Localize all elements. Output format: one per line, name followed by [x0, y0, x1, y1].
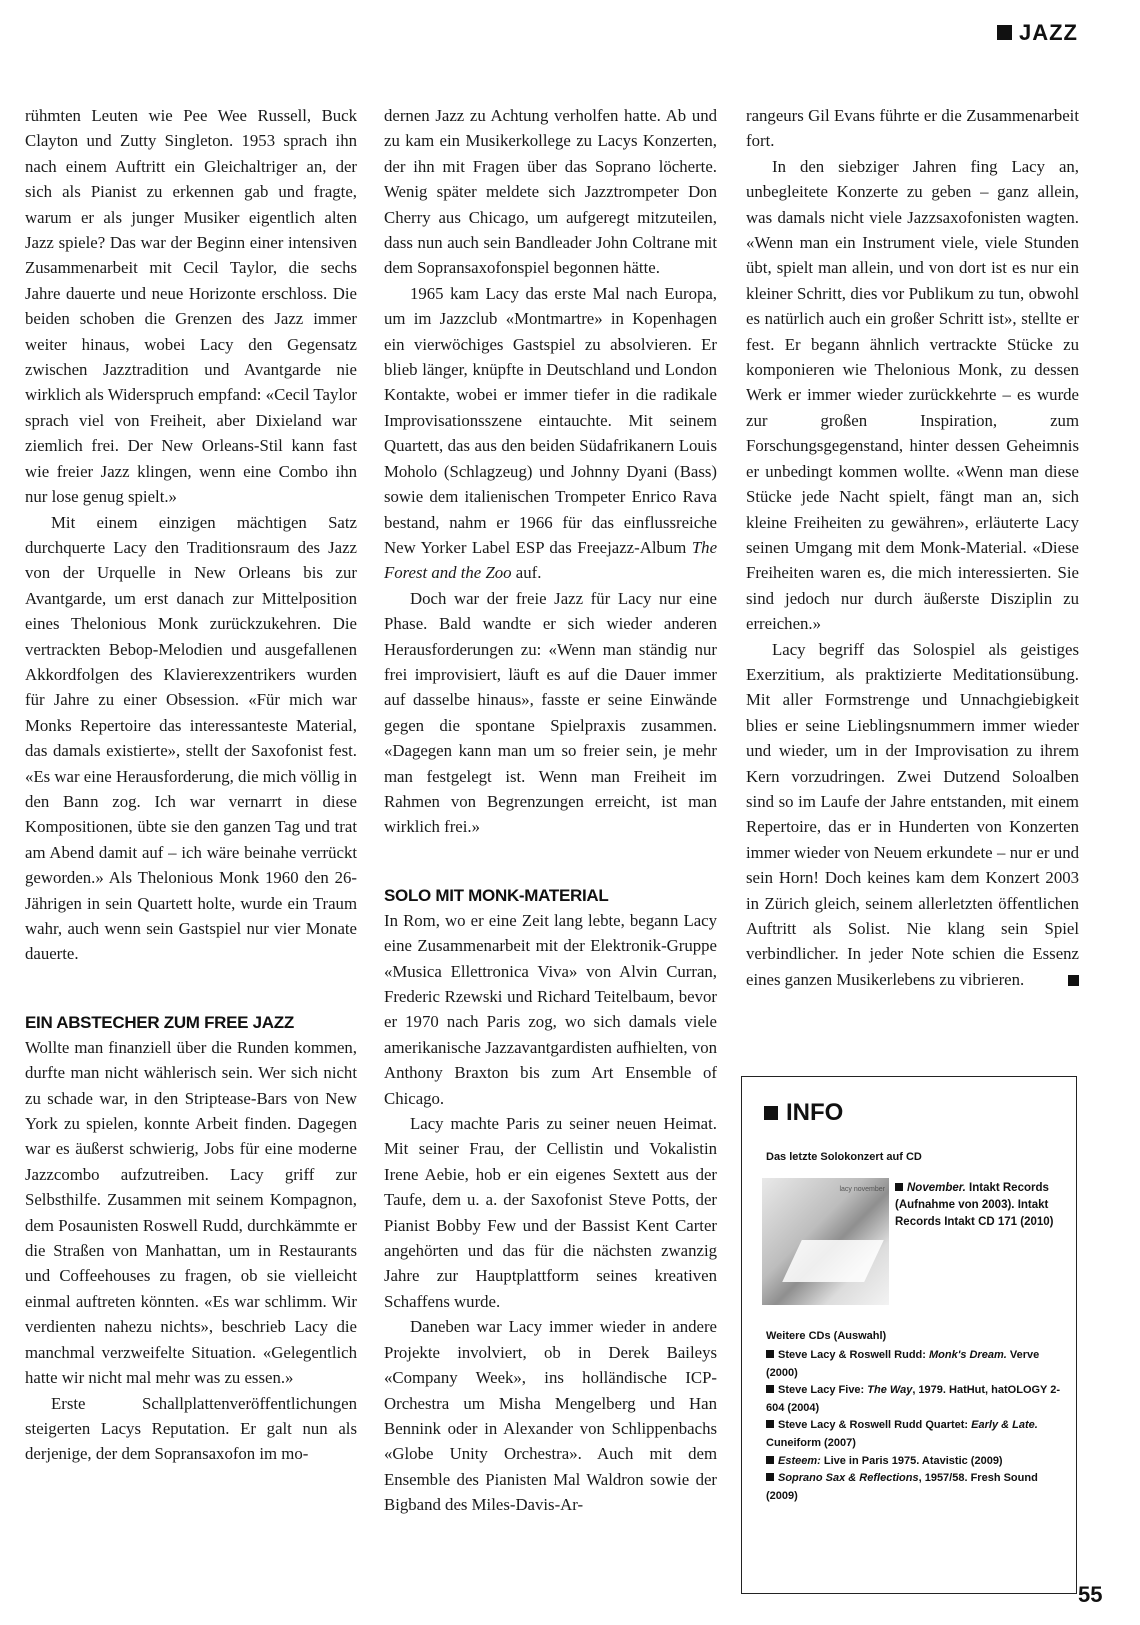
- article-column-2: [384, 103, 717, 1518]
- section-label: JAZZ: [1019, 20, 1078, 45]
- paragraph: rühmten Leuten wie Pee Wee Russell, Buck Clayton und Zutty Singleton. 1953 sprach ihn nach einem Auftritt ein Gleichaltriger an, der sich als Pianist zu erkennen gab und fragte, warum er als junger Musiker eigentlich alten Jazz spiele? Das war der Beginn einer intensiven Zusammenarbeit mit Cecil Taylor, die sechs Jahre dauerte und neue Horizonte erschloss. Die beiden schoben die Grenzen des Jazz immer weiter hinaus, wobei Lacy den Gegensatz zwischen Jazztradition und Avantgarde nie wirklich als Widerspruch empfand: «Cecil Taylor sprach viel von Freiheit, aber Dixieland war ziemlich frei. Der New Orleans-Stil kann fast wie freier Jazz klingen, wenn eine Combo ihn nur lose genug spielt.»: [25, 106, 357, 507]
- square-bullet-icon: [766, 1350, 774, 1358]
- page-number: 55: [1078, 1582, 1103, 1607]
- paragraph: Lacy machte Paris zu seiner neuen Heimat. Mit seiner Frau, der Cellistin und Vokalistin Irene Aebie, hob er ein eigenes Sextett aus der Taufe, dem u. a. der Saxofonist Steve Potts, der Pianist Bobby Few und der Bassist Kent Carter angehörten und das für die nächsten zwanzig Jahre zur Hauptplattform seines kreativen Schaffens wurde.: [384, 1114, 717, 1311]
- more-cds-title: Weitere CDs (Auswahl): [766, 1330, 887, 1342]
- paragraph: In den siebziger Jahren fing Lacy an, unbegleitete Konzerte zu geben – ganz allein, was damals nicht viele Jazzsaxofonisten wagten. «Wenn man ein Instrument viele, viele Stunden übt, spielt man allein, und von dort ist es nur ein kleiner Schritt, dies vor Publikum zu tun, obwohl es natürlich auch ein großer Schritt ist», stellte er fest. Er begann ähnlich vertrackte Stücke zu komponieren wie Thelonious Monk, zu dessen Werk er immer wieder zurückkehrte – es wurde zur großen Inspiration, zum Forschungsgegenstand, hinter dessen Geheimnis er unbedingt kommen wollte. «Wenn man diese Stücke jede Nacht spielt, fängt man an, sich kleine Freiheiten zu gewähren», erläuterte Lacy seinen Umgang mit dem Monk-Material. «Diese Freiheiten waren es, die mich interessierten. Sie sind jedoch nur durch äußerste Disziplin zu erreichen.»: [746, 156, 1079, 634]
- list-item: Steve Lacy & Roswell Rudd: Monk's Dream. Verve (2000): [766, 1349, 1040, 1379]
- paragraph: Erste Schallplattenveröffentlichungen steigerten Lacys Reputation. Er galt nun als derjenige, der dem Sopransaxofon im mo-: [25, 1393, 357, 1464]
- album-details: November. Intakt Records (Aufnahme von 2003). Intakt Records Intakt CD 171 (2010): [895, 1182, 1054, 1228]
- square-bullet-icon: [766, 1385, 774, 1393]
- paragraph: Wollte man finanziell über die Runden kommen, durfte man nicht wählerisch sein. Wer sich nicht zu schade war, in den Striptease-Bars von New York zu spielen, konnte Arbeit finden. Dagegen war es äußerst schwierig, Jobs für eine moderne Jazzcombo aufzutreiben. Lacy griff zur Selbsthilfe. Zusammen mit seinem Kompagnon, dem Posaunisten Roswell Rudd, durchkämmte er die Straßen von Manhattan, um in Restaurants und Coffeehouses zu fragen, ob sie vielleicht einmal auftreten könnten. «Es war schlimm. Wir verdienten nahezu nichts», beschrieb Lacy die manchmal verzweifelte Situation. «Gelegentlich hatte wir nicht mal mehr was zu essen.»: [25, 1037, 357, 1388]
- paragraph: In Rom, wo er eine Zeit lang lebte, begann Lacy eine Zusammenarbeit mit der Elektronik-Gruppe «Musica Ellettronica Viva» von Alvin Curran, Frederic Rzewski und Richard Teitelbaum, bevor er 1970 nach Paris zog, wo sich damals viele amerikanische Jazzavantgardisten aufhielten, von Anthony Braxton bis zum Art Ensemble of Chicago.: [384, 910, 717, 1108]
- cover-label: lacy november: [839, 1186, 885, 1193]
- info-box: [741, 1076, 1077, 1594]
- paragraph: Lacy begriff das Solospiel als geistiges Exerzitium, als praktizierte Meditationsübung. Mit aller Formstrenge und Unnachgiebigkeit blies er seine Lieblingsnummern immer wieder und wieder, um in der Improvisation zu ihrem Kern vorzudringen. Zwei Dutzend Soloalben sind so im Laufe der Jahre entstanden, mit einem Repertoire, das er in Hunderten von Konzerten immer wieder von Neuem erkundete – nur er und sein Horn! Doch keines kam dem Konzert 2003 in Zürich gleich, seinem allerletzten öffentlichen Auftritt als Solist. Nie klang sein Spiel verbindlicher. In jeder Note schien die Essenz eines ganzen Musikerlebens zu vibrieren.: [746, 639, 1079, 989]
- article-column-1: [25, 103, 357, 1467]
- more-cds-list: [766, 1347, 1066, 1505]
- square-bullet-icon: [997, 25, 1012, 40]
- list-item: Esteem: Live in Paris 1975. Atavistic (2009): [766, 1453, 1066, 1471]
- album-title: The Forest and the Zoo: [384, 537, 718, 583]
- paragraph: rangeurs Gil Evans führte er die Zusammenarbeit fort.: [746, 106, 1079, 151]
- paragraph: Daneben war Lacy immer wieder in andere Projekte involviert, ob in Derek Baileys «Company Week», ins holländische ICP-Orchestra um Misha Mengelberg und Han Bennink oder in Alexander von Schlippenbachs «Globe Unity Orchestra». Auch mit dem Ensemble des Pianisten Mal Waldron sowie der Bigband des Miles-Davis-Ar-: [384, 1317, 717, 1515]
- list-item: Steve Lacy & Roswell Rudd Quartet: Early & Late. Cuneiform (2007): [766, 1419, 1038, 1449]
- article-column-3: [746, 103, 1079, 992]
- info-subtitle: Das letzte Solokonzert auf CD: [766, 1151, 922, 1163]
- cover-graphic: [782, 1240, 884, 1282]
- square-bullet-icon: [766, 1473, 774, 1481]
- section-tag: [997, 20, 1078, 46]
- paragraph: Doch war der freie Jazz für Lacy nur eine Phase. Bald wandte er sich wieder anderen Herausforderungen zu: «Wenn man ständig nur frei improvisiert, läuft es auf die Dauer immer auf dasselbe hinaus», fasste er seine Einwände gegen die spontane Spielpraxis zusammen. «Dagegen kann man um so freier sein, je mehr man festgelegt ist. Wenn man Freiheit im Rahmen von Begrenzungen erreicht, ist man wirklich frei.»: [384, 588, 717, 837]
- info-title: INFO: [764, 1099, 843, 1127]
- album-cover-image: [762, 1178, 889, 1305]
- list-item: Steve Lacy Five: The Way, 1979. HatHut, hatOLOGY 2-604 (2004): [766, 1384, 1061, 1414]
- paragraph: Mit einem einzigen mächtigen Satz durchquerte Lacy den Traditionsraum des Jazz von der Urquelle in New Orleans bis zur Avantgarde, um erst danach zur Mittelposition eines Thelonious Monk zurückzukehren. Die vertrackten Bebop-Melodien und ausgefallenen Akkordfolgen des Klavierexzentrikers wurden für Jahre zu einer Obsession. «Für mich war Monks Repertoire das interessanteste Material, das damals existierte», stellt der Saxofonist fest. «Es war eine Herausforderung, die mich völlig in den Bann zog. Ich war vernarrt in diese Kompositionen, übte sie den ganzen Tag und trat am Abend damit auf – ich wäre beinahe verrückt geworden.» Als Thelonious Monk 1960 den 26-Jährigen in sein Quartett holte, wurde ein Traum wahr, auch wenn sein Gastspiel nur vier Monate dauerte.: [25, 512, 357, 964]
- list-item: Soprano Sax & Reflections, 1957/58. Fresh Sound (2009): [766, 1472, 1038, 1502]
- end-of-article-icon: [1068, 975, 1079, 986]
- square-bullet-icon: [766, 1420, 774, 1428]
- square-bullet-icon: [764, 1106, 778, 1120]
- section-heading: SOLO MIT MONK-MATERIAL: [384, 885, 609, 905]
- album-name: November.: [907, 1182, 966, 1194]
- square-bullet-icon: [895, 1183, 903, 1191]
- paragraph: dernen Jazz zu Achtung verholfen hatte. Ab und zu kam ein Musikerkollege zu Lacys Konzerten, der ihn mit Fragen über das Soprano löcherte. Wenig später meldete sich Jazztrompeter Don Cherry aus Chicago, um aufgeregt mitzuteilen, dass nun auch sein Bandleader John Coltrane mit dem Sopransaxofonspiel begonnen hätte.: [384, 106, 717, 278]
- paragraph: 1965 kam Lacy das erste Mal nach Europa, um im Jazzclub «Montmartre» in Kopenhagen ein vierwöchiges Gastspiel zu absolvieren. Er blieb länger, knüpfte in Deutschland und London Kontakte, wobei er immer tiefer in die radikale Improvisationsszene eintauchte. Mit seinem Quartett, das aus den beiden Südafrikanern Louis Moholo (Schlagzeug) und Johnny Dyani (Bass) sowie dem italienischen Trompeter Enrico Rava bestand, nahm er 1966 für das einflussreiche New Yorker Label ESP das Freejazz-Album The Forest and the Zoo auf.: [384, 283, 718, 583]
- square-bullet-icon: [766, 1456, 774, 1464]
- section-heading: EIN ABSTECHER ZUM FREE JAZZ: [25, 1012, 294, 1032]
